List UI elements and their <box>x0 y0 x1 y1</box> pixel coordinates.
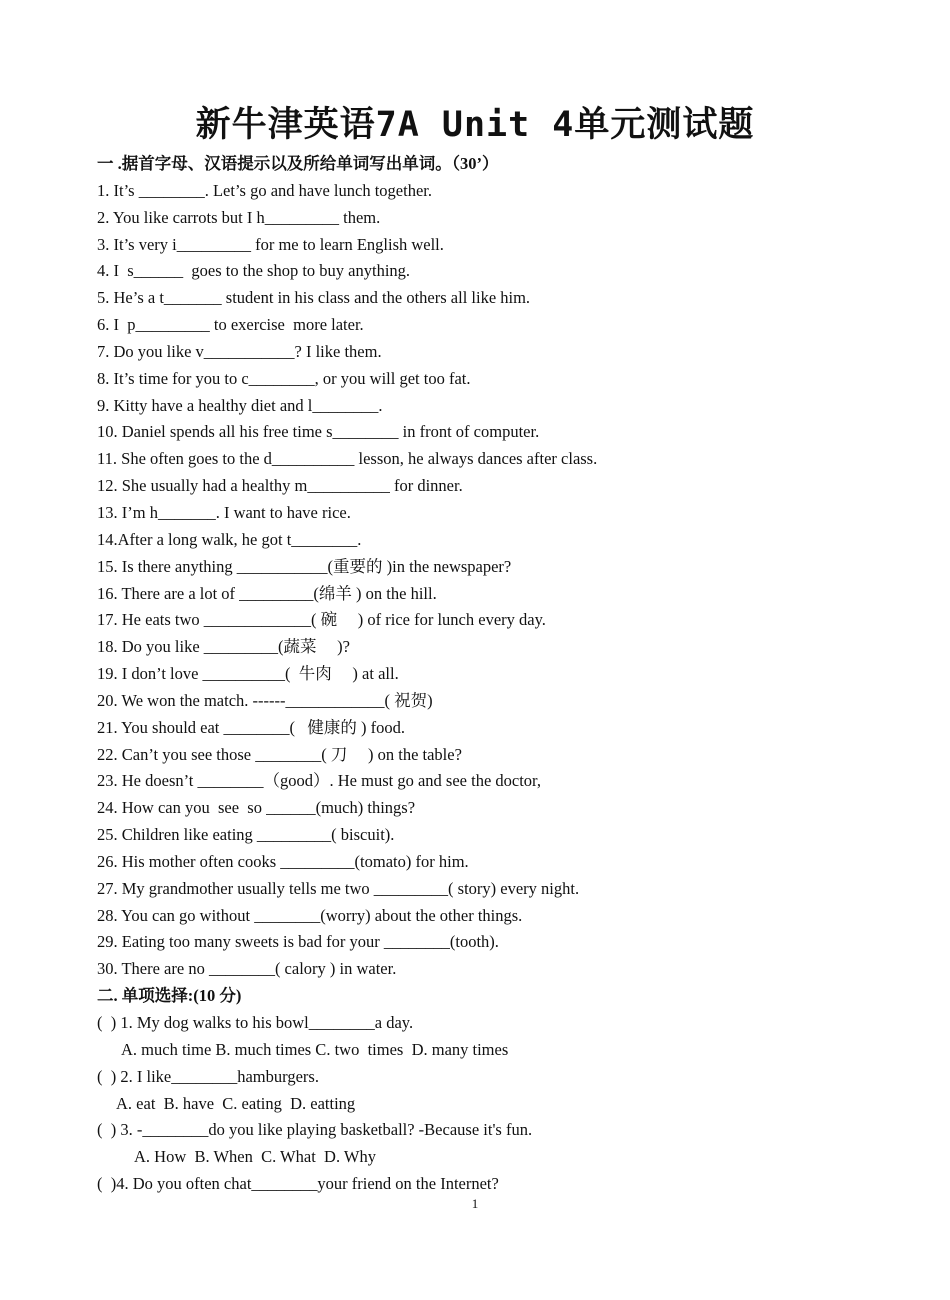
question-12: 12. She usually had a healthy m__________ for dinner. <box>97 476 463 496</box>
question-11: 11. She often goes to the d__________ lesson, he always dances after class. <box>97 449 598 469</box>
question-30: 30. There are no ________( calory ) in water. <box>97 959 397 979</box>
question-29: 29. Eating too many sweets is bad for your ________(tooth). <box>97 932 499 952</box>
question-8: 8. It’s time for you to c________, or you will get too fat. <box>97 368 471 388</box>
question-27: 27. My grandmother usually tells me two _________( story) every night. <box>97 878 580 898</box>
question-22: 22. Can’t you see those ________( 刀 ) on the table? <box>97 744 462 764</box>
worksheet-content <box>97 151 917 1198</box>
mc-question-4: ( )4. Do you often chat________your friend on the Internet? <box>97 1174 499 1194</box>
question-5: 5. He’s a t_______ student in his class and the others all like him. <box>97 288 531 308</box>
mc-question-3-options: A. How B. When C. What D. Why <box>134 1147 376 1167</box>
mc-question-1: ( ) 1. My dog walks to his bowl________a day. <box>97 1013 414 1032</box>
question-7: 7. Do you like v___________? I like them. <box>97 341 382 361</box>
section-2-heading: 二. 单项选择:(10 分) <box>97 986 242 1006</box>
document-title: 新牛津英语7A Unit 4单元测试题 <box>195 105 755 145</box>
question-21: 21. You should eat ________( 健康的 ) food. <box>97 717 405 737</box>
question-16: 16. There are a lot of _________(绵羊 ) on the hill. <box>97 583 437 603</box>
section-1-list <box>97 178 917 983</box>
question-19: 19. I don’t love __________( 牛肉 ) at all. <box>97 664 399 684</box>
mc-question-3: ( ) 3. -________do you like playing basketball? -Because it's fun. <box>97 1120 533 1140</box>
page-number: 1 <box>471 1196 479 1211</box>
question-13: 13. I’m h_______. I want to have rice. <box>97 502 351 522</box>
question-4: 4. I s______ goes to the shop to buy anything. <box>97 261 411 281</box>
mc-question-2: ( ) 2. I like________hamburgers. <box>97 1066 319 1086</box>
question-24: 24. How can you see so ______(much) things? <box>97 798 416 818</box>
question-2: 2. You like carrots but I h_________ them. <box>97 207 381 227</box>
mc-question-2-options: A. eat B. have C. eating D. eatting <box>116 1093 356 1113</box>
question-26: 26. His mother often cooks _________(tomato) for him. <box>97 851 469 871</box>
question-23: 23. He doesn’t ________（good）. He must go and see the doctor, <box>97 771 542 791</box>
question-14: 14.After a long walk, he got t________. <box>97 529 362 549</box>
question-15: 15. Is there anything ___________(重要的 )in the newspaper? <box>97 556 512 576</box>
section-2-list <box>97 1010 917 1198</box>
question-18: 18. Do you like _________(蔬菜 )? <box>97 637 350 657</box>
question-3: 3. It’s very i_________ for me to learn English well. <box>97 234 444 254</box>
question-6: 6. I p_________ to exercise more later. <box>97 315 364 335</box>
question-20: 20. We won the match. ------____________( 祝贺) <box>97 690 433 710</box>
section-1-heading: 一 .据首字母、汉语提示以及所给单词写出单词。（30’） <box>97 154 499 173</box>
mc-question-1-options: A. much time B. much times C. two times D. many times <box>121 1039 509 1059</box>
question-10: 10. Daniel spends all his free time s________ in front of computer. <box>97 422 540 442</box>
question-9: 9. Kitty have a healthy diet and l________. <box>97 395 383 415</box>
question-28: 28. You can go without ________(worry) about the other things. <box>97 905 523 925</box>
question-1: 1. It’s ________. Let’s go and have lunch together. <box>97 180 432 200</box>
question-17: 17. He eats two _____________( 碗 ) of rice for lunch every day. <box>97 610 546 630</box>
question-25: 25. Children like eating _________( biscuit). <box>97 825 395 845</box>
